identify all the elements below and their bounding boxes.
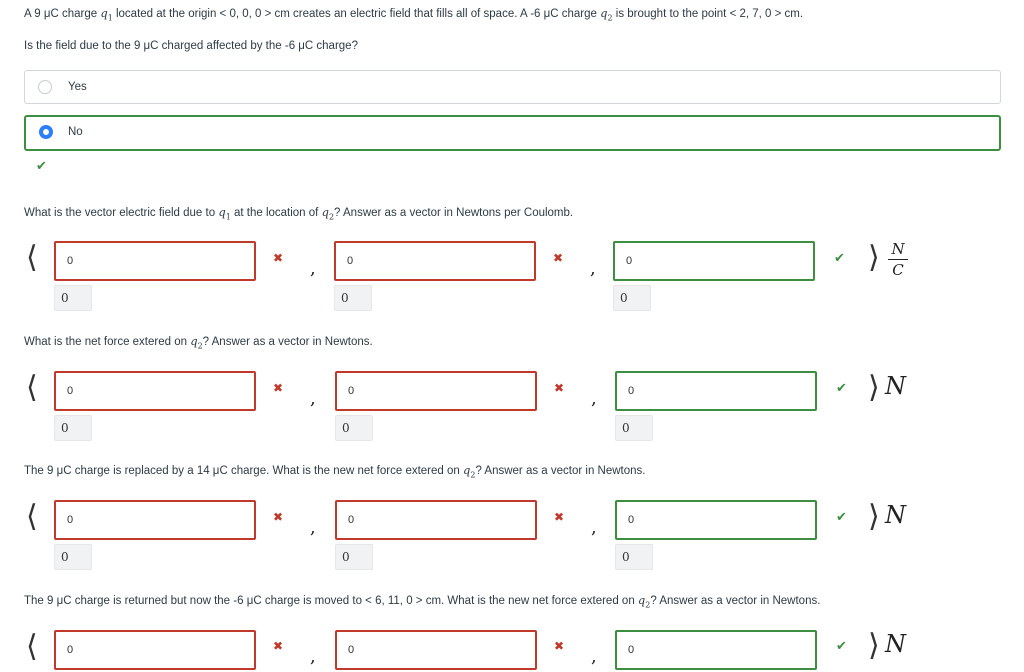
right-angle-bracket: ⟩ bbox=[868, 628, 880, 663]
question-3-text: What is the net force extered on $q_2$? Answer as a vector in Newtons. bbox=[24, 334, 373, 351]
q2-symbol: $q_2$ bbox=[321, 205, 335, 222]
question-5-text: The 9 μC charge is returned but now the -6 μC charge is moved to < 6, 11, 0 > cm. What is the new net force extered on $q_2$? Answer as a vector in Newtons. bbox=[24, 593, 821, 610]
comma: , bbox=[591, 388, 597, 409]
cross-icon: ✖ bbox=[554, 381, 565, 395]
force-x-input[interactable]: 0 bbox=[54, 371, 256, 411]
cross-icon: ✖ bbox=[273, 639, 284, 653]
q2-symbol: $q_2$ bbox=[190, 334, 203, 351]
comma: , bbox=[590, 258, 596, 279]
new-force-y-input[interactable]: 0 bbox=[335, 500, 537, 540]
q1-symbol: $q_1$ bbox=[218, 205, 231, 222]
left-angle-bracket: ⟨ bbox=[26, 370, 38, 405]
cross-icon: ✖ bbox=[554, 510, 565, 524]
left-angle-bracket: ⟨ bbox=[26, 499, 38, 534]
unit-newtons: N bbox=[885, 501, 906, 529]
cross-icon: ✖ bbox=[273, 510, 284, 524]
comma: , bbox=[310, 388, 316, 409]
efield-y-input[interactable]: 0 bbox=[334, 241, 536, 281]
unit-newtons: N bbox=[885, 630, 906, 658]
new-force-z-answer: 0 bbox=[615, 544, 653, 570]
intro-text-3: is brought to the point < 2, 7, 0 > cm. bbox=[612, 8, 804, 20]
check-icon: ✔ bbox=[836, 638, 847, 653]
cross-icon: ✖ bbox=[273, 381, 284, 395]
new-force-x-input[interactable]: 0 bbox=[54, 500, 256, 540]
radio-no[interactable] bbox=[39, 125, 53, 139]
comma: , bbox=[310, 517, 316, 538]
moved-force-x-input[interactable]: 0 bbox=[54, 630, 256, 670]
new-force-z-input[interactable]: 0 bbox=[615, 500, 817, 540]
cross-icon: ✖ bbox=[554, 639, 565, 653]
problem-statement bbox=[24, 6, 803, 22]
q2-symbol: $q_2$ bbox=[600, 6, 613, 23]
choice-no[interactable] bbox=[24, 115, 1001, 151]
left-angle-bracket: ⟨ bbox=[26, 240, 38, 275]
efield-z-input[interactable]: 0 bbox=[613, 241, 815, 281]
unit-newtons: N bbox=[885, 372, 906, 400]
radio-yes[interactable] bbox=[38, 80, 52, 94]
question-4-text: The 9 μC charge is replaced by a 14 μC charge. What is the new net force extered on $q_2$? Answer as a vector in Newtons. bbox=[24, 463, 646, 480]
q2-symbol: $q_2$ bbox=[462, 463, 476, 480]
q2-symbol: $q_2$ bbox=[637, 593, 651, 610]
force-z-input[interactable]: 0 bbox=[615, 371, 817, 411]
moved-force-y-input[interactable]: 0 bbox=[335, 630, 537, 670]
q1-symbol: $q_1$ bbox=[100, 6, 113, 23]
efield-x-input[interactable]: 0 bbox=[54, 241, 256, 281]
choice-no-label: No bbox=[68, 126, 83, 138]
cross-icon: ✖ bbox=[273, 251, 284, 265]
force-z-answer: 0 bbox=[615, 415, 653, 441]
check-icon: ✔ bbox=[836, 380, 847, 395]
check-icon: ✔ bbox=[36, 158, 47, 173]
choice-yes-label: Yes bbox=[68, 81, 87, 93]
cross-icon: ✖ bbox=[553, 251, 564, 265]
check-icon: ✔ bbox=[834, 250, 845, 265]
force-y-input[interactable]: 0 bbox=[335, 371, 537, 411]
comma: , bbox=[591, 517, 597, 538]
efield-x-answer: 0 bbox=[54, 285, 92, 311]
choice-yes[interactable] bbox=[24, 70, 1001, 104]
new-force-x-answer: 0 bbox=[54, 544, 92, 570]
new-force-y-answer: 0 bbox=[335, 544, 373, 570]
unit-n-per-c: N C bbox=[888, 240, 908, 279]
comma: , bbox=[310, 646, 316, 667]
left-angle-bracket: ⟨ bbox=[26, 629, 38, 664]
check-icon: ✔ bbox=[836, 509, 847, 524]
intro-text-1: A 9 μC charge bbox=[24, 8, 101, 20]
intro-text-2: located at the origin < 0, 0, 0 > cm creates an electric field that fills all of space. A -6 μC charge bbox=[112, 8, 601, 20]
efield-z-answer: 0 bbox=[613, 285, 651, 311]
efield-y-answer: 0 bbox=[334, 285, 372, 311]
force-x-answer: 0 bbox=[54, 415, 92, 441]
question-1-text: Is the field due to the 9 μC charged affected by the -6 μC charge? bbox=[24, 40, 358, 52]
question-2-text: What is the vector electric field due to $q_1$ at the location of $q_2$? Answer as a vector in Newtons per Coulomb. bbox=[24, 205, 574, 222]
moved-force-z-input[interactable]: 0 bbox=[615, 630, 817, 670]
right-angle-bracket: ⟩ bbox=[868, 499, 880, 534]
comma: , bbox=[310, 258, 316, 279]
right-angle-bracket: ⟩ bbox=[868, 240, 880, 275]
right-angle-bracket: ⟩ bbox=[868, 370, 880, 405]
comma: , bbox=[591, 646, 597, 667]
force-y-answer: 0 bbox=[335, 415, 373, 441]
